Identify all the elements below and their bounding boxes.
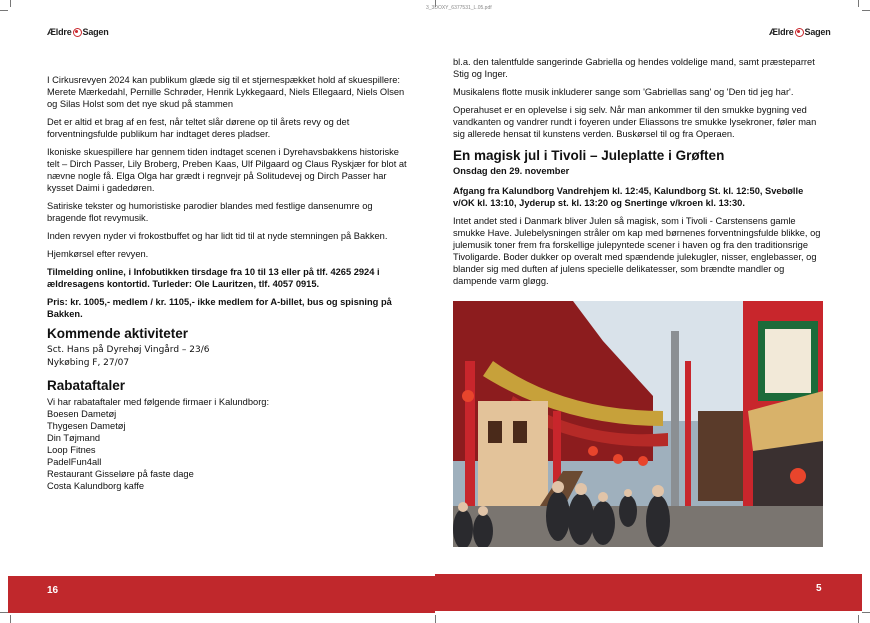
paragraph: Det er altid et brag af en fest, når teltet slår dørene op til årets revy og det forventningsfulde publikum har indtaget deres pladser. [47,117,350,139]
paragraph: Musikalens flotte musik inkluderer sange som 'Gabriellas sang' og 'Den tid jeg har'. [453,87,794,97]
file-label: 3_3DOXY_6377531_L.05.pdf [426,5,492,11]
registration-info: Tilmelding online, i Infobutikken tirsdage fra 10 til 13 eller på tlf. 4265 2924 i ældresagens kontortid. Turleder: Ole Lauritzen, tlf. 4057 0915. [47,267,380,289]
logo-ring-icon [795,28,804,37]
logo-text-a: Ældre [769,27,794,37]
paragraph: Satiriske tekster og humoristiske parodier blandes med festlige dansenumre og bragende flot revymusik. [47,201,373,223]
aeldresagen-logo [47,27,109,37]
paragraph: Operahuset er en oplevelse i sig selv. Når man ankommer til den smukke bygning ved vandkanten og vandrer rundt i foyeren under Eliassons tre smukke lysekroner, føler man sig allerede hensat til kunstens verden. Buskørsel til og fra Operaen. [453,105,817,139]
logo-text-b: Sagen [804,27,831,37]
discounts-intro: Vi har rabataftaler med følgende firmaer i Kalundborg: [47,397,270,407]
aeldresagen-logo [769,27,831,37]
list-item: Boesen Dametøj [47,409,117,419]
list-item: Din Tøjmand [47,433,101,443]
activities-heading: Kommende aktiviteter [47,326,189,341]
list-item: Loop Fitnes [47,445,96,455]
discounts-heading: Rabataftaler [47,378,126,393]
right-page [435,0,870,623]
activity-item: Nykøbing F, 27/07 [47,358,130,368]
discounts-list [47,408,412,492]
logo-text-a: Ældre [47,27,72,37]
article-headline: En magisk jul i Tivoli – Juleplatte i Grøften [453,148,725,163]
right-column [453,56,825,293]
footer-bar [435,574,862,611]
paragraph: I Cirkusrevyen 2024 kan publikum glæde sig til et stjernespækket hold af skuespillere: Merete Mærkedahl, Pernille Schrøder, Henrik Lykkegaard, Niels Ellegaard, Niels Olsen og Silas Holst som det nye skud på stammen [47,75,405,109]
paragraph: bl.a. den talentfulde sangerinde Gabriella og hendes voldelige mand, samt præsteparret Stig og Inger. [453,57,815,79]
page-number: 16 [47,585,59,596]
list-item: Thygesen Dametøj [47,421,126,431]
activity-item: Sct. Hans på Dyrehøj Vingård – 23/6 [47,345,210,355]
article-body: Intet andet sted i Danmark bliver Julen så magisk, som i Tivoli - Carstensens gamle smukke Have. Julebelysningen stråler om kap med børnenes forventningsfulde blikke, og julemusik toner frem fra forskellige julepyntede scener i haven og fra den traditionsrige Tivoligarde. Boder dukker op overalt med spændende julekugler, nisser, englebasser, og blander sig med duften af julens specielle delikatesser, som brændte mandler og dampende varm gløgg. [453,216,821,286]
paragraph: Hjemkørsel efter revyen. [47,249,149,259]
paragraph: Inden revyen nyder vi frokostbuffet og har lidt tid til at nyde stemningen på Bakken. [47,231,388,241]
departure-info: Afgang fra Kalundborg Vandrehjem kl. 12:45, Kalundborg St. kl. 12:50, Svebølle v/OK kl. 13:10, Jyderup st. kl. 13:20 og Snertinge v/kroen kl. 13:30. [453,186,804,208]
logo-text-b: Sagen [82,27,109,37]
price-info: Pris: kr. 1005,- medlem / kr. 1105,- ikke medlem for A-billet, bus og spisning på Bakken. [47,297,392,319]
paragraph: Ikoniske skuespillere har gennem tiden indtaget scenen i Dyrehavsbakkens historiske telt – Dirch Passer, Lily Broberg, Preben Kaas, Ulf Pilgaard og Claus Ryskjær for blot at nævne nogle få. Elga Olga har grædt i regnvejr på Solitudevej og Dirch Passer har kysset Daimi i gadedøren. [47,147,407,193]
page-number: 5 [816,583,822,594]
logo-ring-icon [73,28,82,37]
tivoli-christmas-photo [453,301,823,547]
list-item: Restaurant Gisseløre på faste dage [47,469,194,479]
list-item: PadelFun4all [47,457,102,467]
footer-bar [8,576,435,613]
list-item: Costa Kalundborg kaffe [47,481,144,491]
left-column [47,74,412,492]
event-date: Onsdag den 29. november [453,166,570,176]
